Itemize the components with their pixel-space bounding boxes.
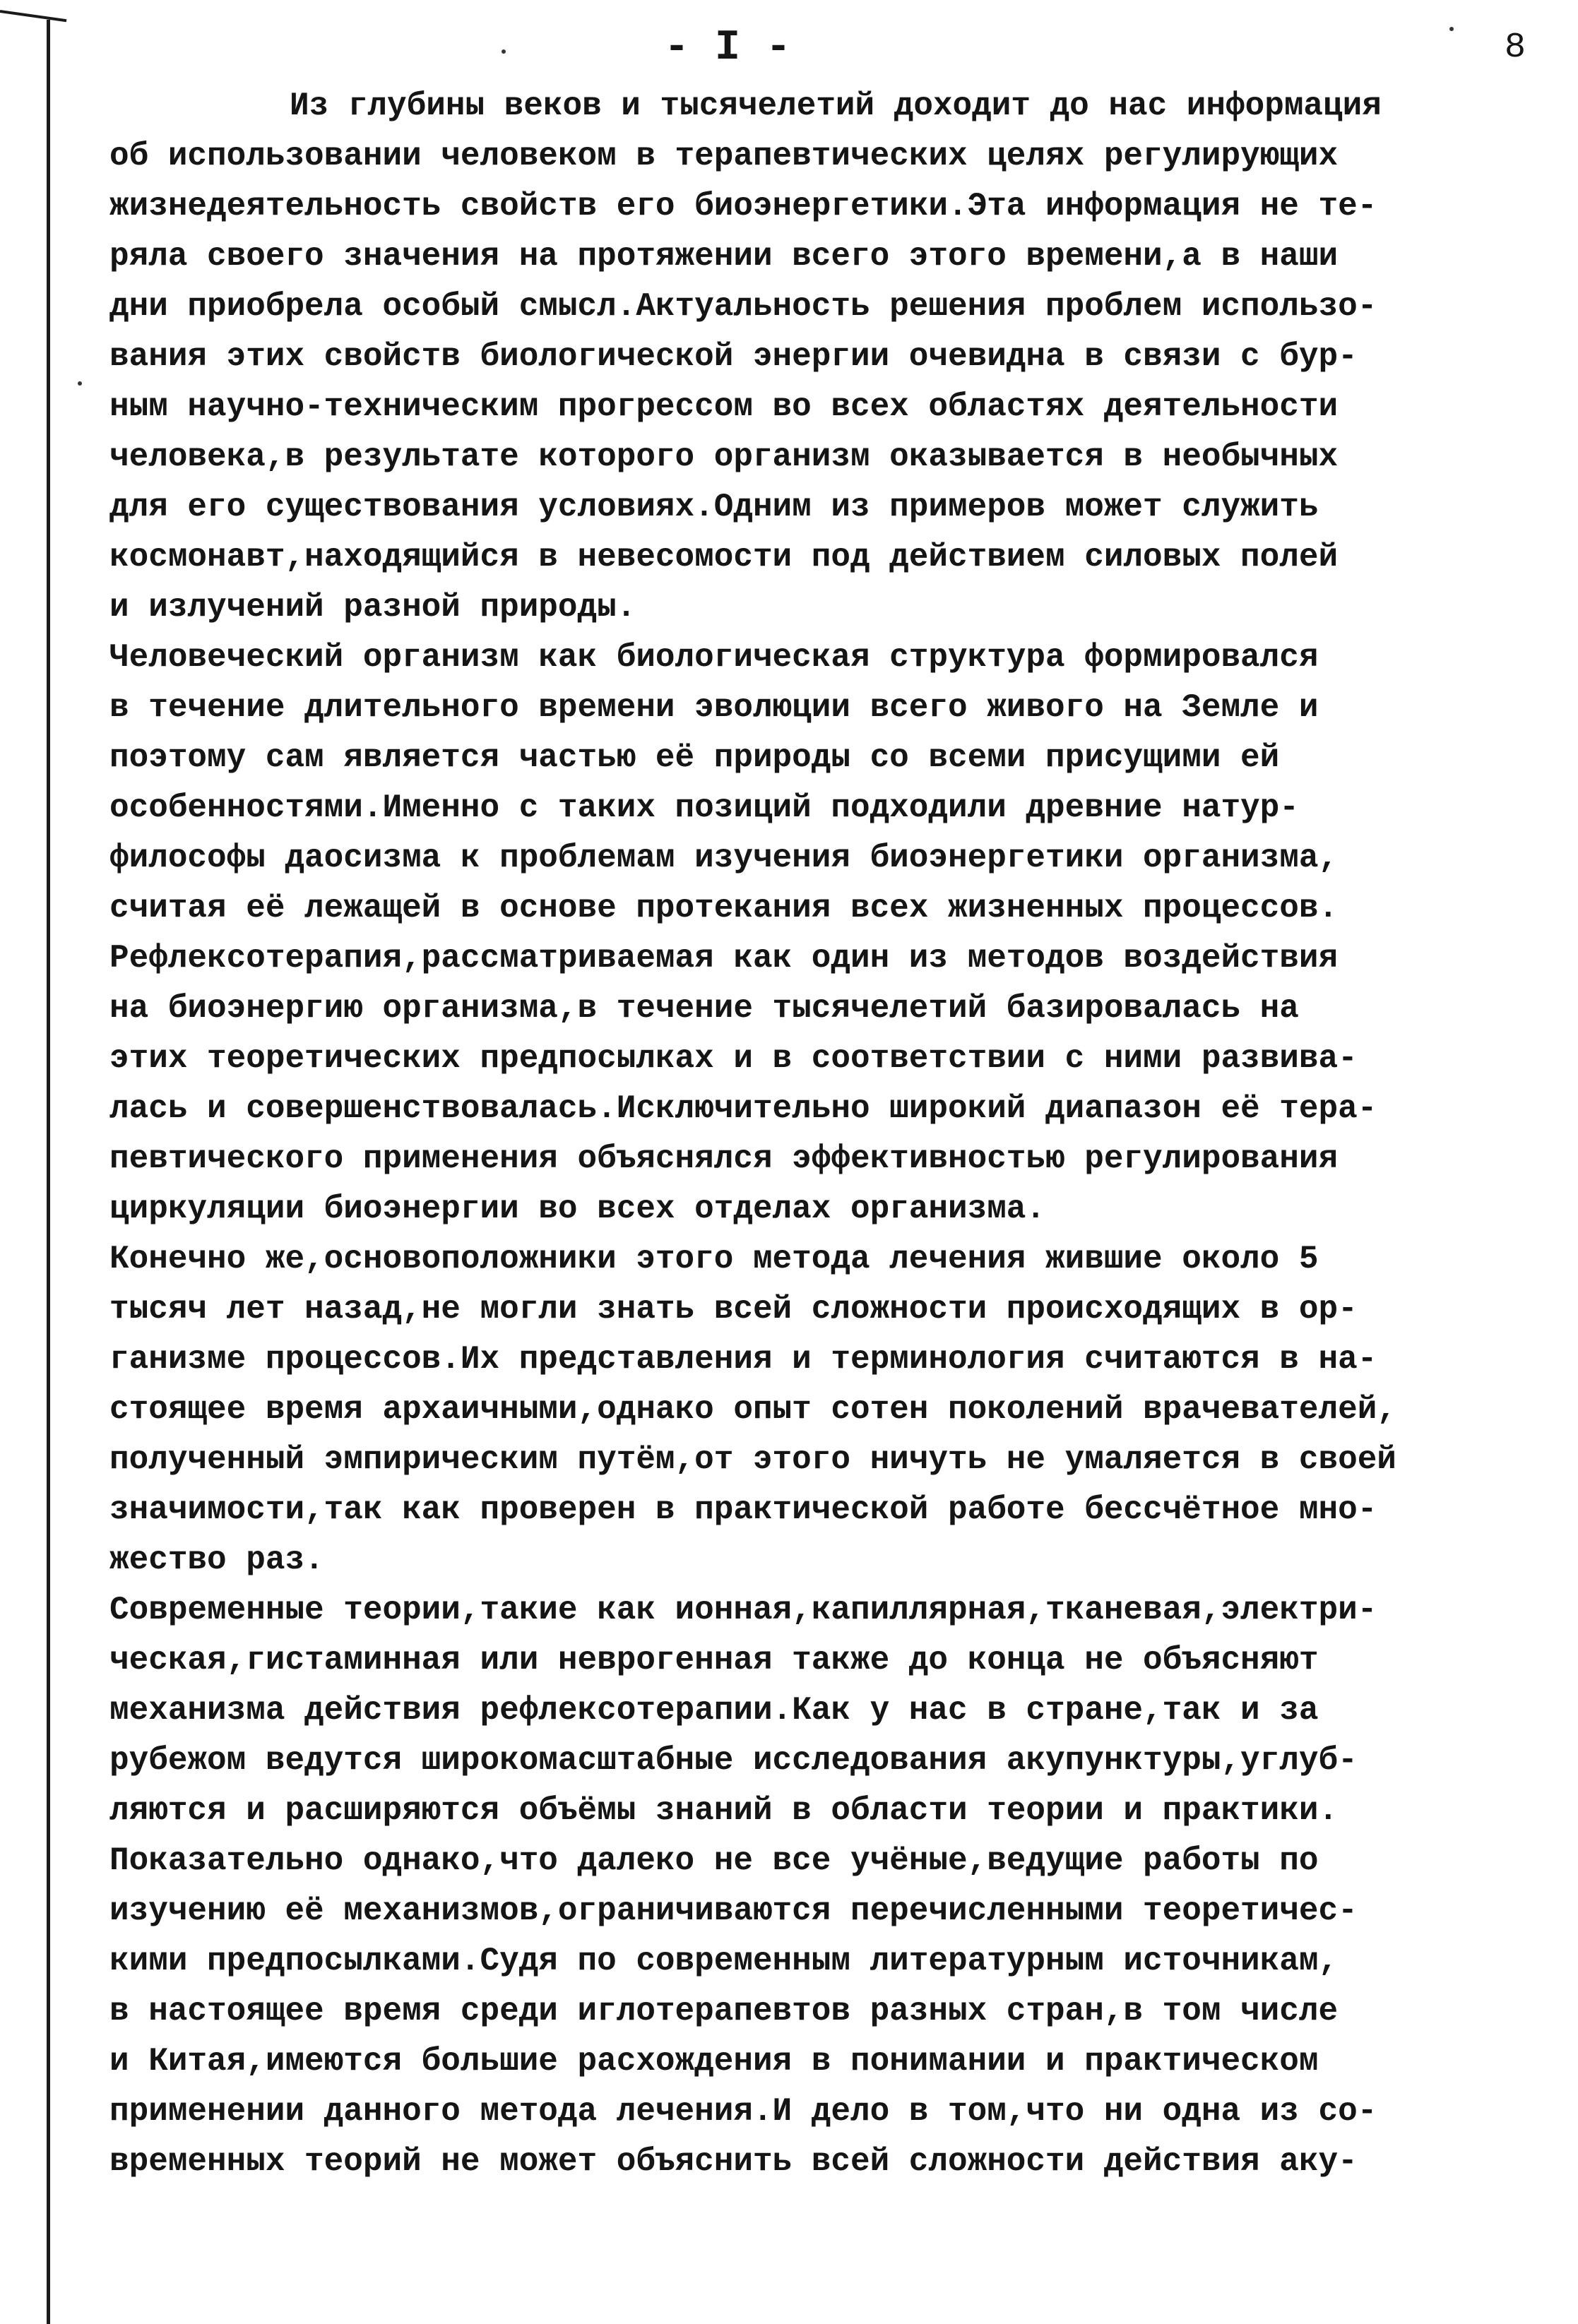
text-line: ганизме процессов.Их представления и терминология считаются в на- — [109, 1341, 1377, 1378]
text-line: кими предпосылками.Судя по современным литературным источникам, — [109, 1943, 1339, 1979]
text-line: вания этих свойств биологической энергии очевидна в связи с бур- — [109, 338, 1358, 375]
text-line: Человеческий организм как биологическая структура формировался — [109, 639, 1319, 676]
text-line: Современные теории,такие как ионная,капиллярная,тканевая,электри- — [109, 1592, 1377, 1628]
text-line: ческая,гистаминная или неврогенная также до конца не объясняют — [109, 1642, 1319, 1679]
text-line: поэтому сам является частью её природы со всеми присущими ей — [109, 739, 1280, 776]
text-line: считая её лежащей в основе протекания всех жизненных процессов. — [109, 890, 1339, 926]
speck — [502, 49, 506, 54]
text-line: рубежом ведутся широкомасштабные исследования акупунктуры,углуб- — [109, 1742, 1358, 1779]
text-line: философы даосизма к проблемам изучения биоэнергетики организма, — [109, 840, 1339, 876]
margin-rule — [47, 20, 50, 2324]
text-line: дни приобрела особый смысл.Актуальность решения проблем использо- — [109, 288, 1377, 325]
text-line: Рефлексотерапия,рассматриваемая как один из методов воздействия — [109, 940, 1339, 977]
text-line: изучению её механизмов,ограничиваются перечисленными теоретичес- — [109, 1893, 1358, 1929]
text-line: жество раз. — [109, 1542, 324, 1578]
text-line: Конечно же,основоположники этого метода лечения жившие около 5 — [109, 1241, 1319, 1277]
speck — [1449, 27, 1454, 31]
text-line: лась и совершенствовалась.Исключительно широкий диапазон её тера- — [109, 1090, 1377, 1127]
text-line: значимости,так как проверен в практической работе бессчётное мно- — [109, 1491, 1377, 1528]
text-line: человека,в результате которого организм оказывается в необычных — [109, 439, 1339, 475]
text-line: жизнедеятельность свойств его биоэнергетики.Эта информация не те- — [109, 188, 1377, 225]
text-line: и Китая,имеются большие расхождения в понимании и практическом — [109, 2043, 1319, 2080]
text-line: в течение длительного времени эволюции всего живого на Земле и — [109, 689, 1319, 726]
page-number: - I - — [664, 24, 792, 72]
text-line: особенностями.Именно с таких позиций подходили древние натур- — [109, 789, 1299, 826]
text-line: временных теорий не может объяснить всей сложности действия аку- — [109, 2143, 1358, 2180]
text-line: и излучений разной природы. — [109, 589, 636, 626]
text-line: певтического применения объяснялся эффективностью регулирования — [109, 1140, 1339, 1177]
text-line: в настоящее время среди иглотерапевтов разных стран,в том числе — [109, 1993, 1339, 2030]
text-line: циркуляции биоэнергии во всех отделах организма. — [109, 1191, 1046, 1227]
text-line: этих теоретических предпосылках и в соответствии с ними развива- — [109, 1040, 1358, 1077]
text-line: для его существования условиях.Одним из примеров может служить — [109, 489, 1319, 525]
text-line: тысяч лет назад,не могли знать всей сложности происходящих в ор- — [109, 1291, 1358, 1328]
folio-number: 8 — [1505, 28, 1526, 68]
text-line: полученный эмпирическим путём,от этого ничуть не умаляется в своей — [109, 1441, 1396, 1478]
text-line: применении данного метода лечения.И дело в том,что ни одна из со- — [109, 2093, 1377, 2130]
text-line: ным научно-техническим прогрессом во всех областях деятельности — [109, 388, 1339, 425]
text-line: ляются и расширяются объёмы знаний в области теории и практики. — [109, 1792, 1339, 1829]
text-line: стоящее время архаичными,однако опыт сотен поколений врачевателей, — [109, 1391, 1396, 1428]
text-line: Из глубины веков и тысячелетий доходит до нас информация — [290, 88, 1382, 124]
margin-tick-mark — [0, 10, 66, 22]
speck — [78, 381, 82, 386]
text-line: космонавт,находящийся в невесомости под действием силовых полей — [109, 539, 1339, 576]
text-line: об использовании человеком в терапевтических целях регулирующих — [109, 138, 1339, 174]
text-line: Показательно однако,что далеко не все учёные,ведущие работы по — [109, 1842, 1319, 1879]
text-line: механизма действия рефлексотерапии.Как у нас в стране,так и за — [109, 1692, 1319, 1729]
text-line: на биоэнергию организма,в течение тысячелетий базировалась на — [109, 990, 1299, 1027]
text-line: ряла своего значения на протяжении всего этого времени,а в наши — [109, 238, 1339, 275]
